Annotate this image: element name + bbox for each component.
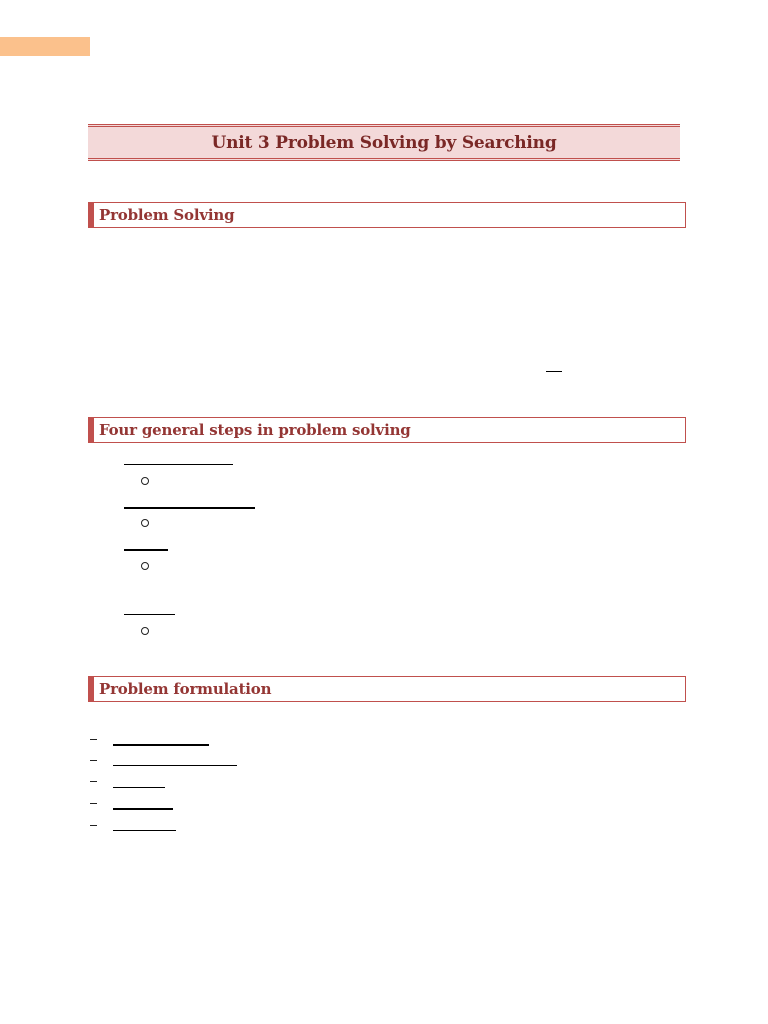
page-title-box	[88, 124, 680, 161]
underlined-text-fragment	[546, 371, 562, 372]
section-heading-text: Four general steps in problem solving	[99, 421, 411, 439]
list-dash	[90, 825, 97, 826]
section-heading-four-steps	[88, 417, 686, 443]
section-heading-problem-solving	[88, 202, 686, 228]
formulation-item-3-underline	[113, 787, 165, 788]
formulation-item-5-underline	[113, 830, 176, 831]
section-heading-text: Problem Solving	[99, 206, 235, 224]
step-1-label-underline	[124, 464, 233, 465]
step-3-label-underline	[124, 549, 168, 551]
formulation-item-1-underline	[113, 744, 209, 746]
formulation-item-2-underline	[113, 765, 237, 766]
step-4-label-underline	[124, 614, 175, 615]
formulation-item-4-underline	[113, 808, 173, 810]
step-3-sub-bullet	[141, 562, 149, 570]
list-dash	[90, 739, 97, 740]
page-title: Unit 3 Problem Solving by Searching	[211, 132, 557, 153]
section-heading-problem-formulation	[88, 676, 686, 702]
list-dash	[90, 781, 97, 782]
section-heading-text: Problem formulation	[99, 680, 272, 698]
step-4-sub-bullet	[141, 627, 149, 635]
list-dash	[90, 803, 97, 804]
corner-tab	[0, 37, 90, 56]
step-2-label-underline	[124, 507, 255, 509]
step-1-sub-bullet	[141, 477, 149, 485]
list-dash	[90, 760, 97, 761]
step-2-sub-bullet	[141, 519, 149, 527]
